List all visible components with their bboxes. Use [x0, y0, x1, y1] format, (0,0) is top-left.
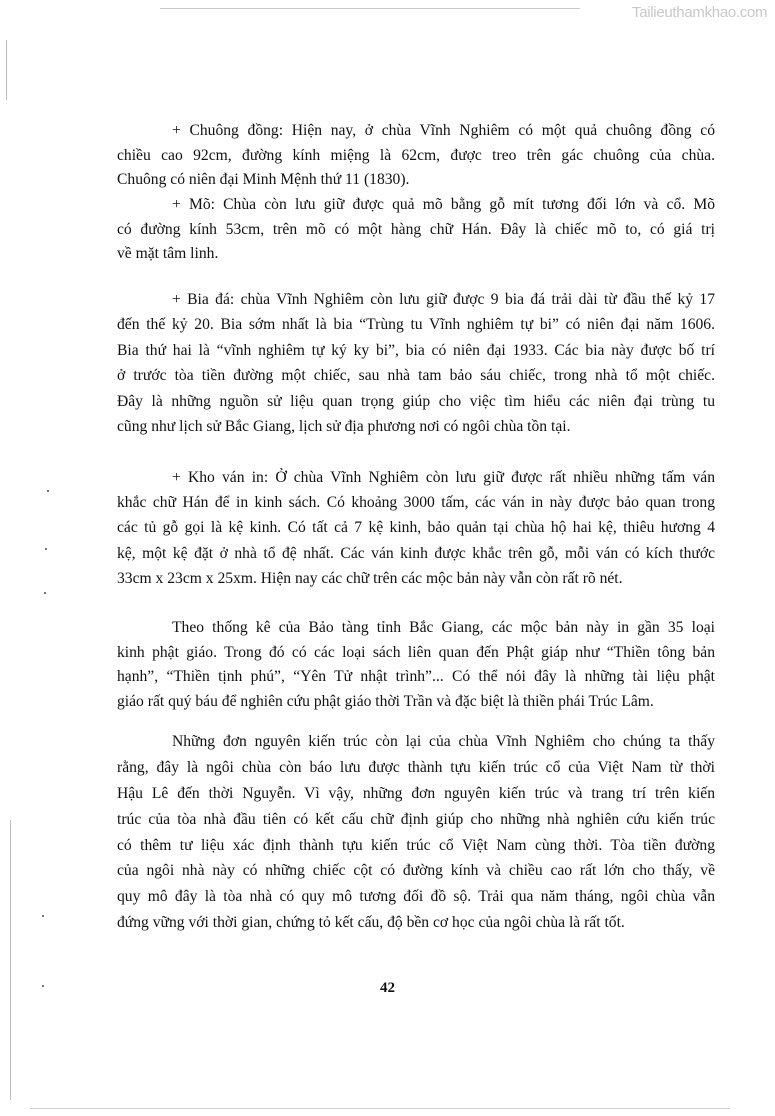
text-line: ở trước tòa tiền đường một chiếc, sau nhà tam bảo sáu chiếc, trong nhà tổ một chiếc.: [117, 367, 715, 385]
paragraph: [117, 729, 715, 936]
text-line: Đây là những nguồn sử liệu quan trọng giúp cho việc tìm hiểu các niên đại trùng tu: [117, 392, 715, 410]
text-line: rằng, đây là ngôi chùa còn báo lưu được thành tựu kiến trúc cổ của Việt Nam từ thời: [117, 758, 715, 776]
text-line: Hậu Lê đến thời Nguyễn. Vì vậy, những đơn nguyên kiến trúc và trang trí trên kiến: [117, 784, 715, 802]
paragraph: [117, 287, 715, 439]
text-line: + Kho ván in: Ở chùa Vĩnh Nghiêm còn lưu giữ được rất nhiều những tấm ván: [172, 469, 715, 486]
scan-bottom-noise: [30, 1108, 730, 1109]
scan-top-noise: [160, 8, 580, 9]
text-line: Bia thứ hai là “vĩnh nghiêm tự ký ky bi”, bia có niên đại 1933. Các bia này được bố trí: [117, 341, 715, 359]
text-line: quy mô đây là tòa nhà có quy mô tương đối đồ sộ. Trải qua năm tháng, ngôi chùa vẫn: [117, 888, 715, 906]
scan-edge-mark: [6, 40, 7, 100]
text-line: Chuông có niên đại Minh Mệnh thứ 11 (1830).: [117, 171, 410, 189]
text-line: + Mõ: Chùa còn lưu giữ được quả mõ bằng gỗ mít tương đối lớn và cổ. Mõ: [172, 196, 715, 213]
text-line: đến thế kỷ 20. Bia sớm nhất là bia “Trùng tu Vĩnh nghiêm tự bi” có niên đại năm 1606.: [117, 316, 715, 334]
text-line: chiều cao 92cm, đường kính miệng là 62cm, được treo trên gác chuông của chùa.: [117, 146, 715, 164]
scan-dot: [44, 592, 46, 594]
watermark: Tailieuthamkhao.com: [632, 4, 768, 21]
scan-dot: [47, 490, 49, 492]
text-line: kinh phật giáo. Trong đó có các loại sách liên quan đến Phật giáp như “Thiền tông bản: [117, 643, 715, 661]
text-line: khắc chữ Hán để in kinh sách. Có khoảng 3000 tấm, các ván in này được bảo quan trong: [117, 494, 715, 512]
scan-dot: [42, 915, 44, 917]
text-line: Theo thống kê của Bảo tàng tỉnh Bắc Giang, các mộc bản này in gần 35 loại: [172, 619, 715, 636]
page-number: 42: [380, 980, 395, 996]
paragraph: [117, 465, 715, 591]
paragraph: [117, 119, 715, 193]
text-line: trúc của tòa nhà đầu tiên có kết cấu chữ định giúp cho những nhà nghiên cứu kiến trúc: [117, 810, 715, 828]
text-line: + Bia đá: chùa Vĩnh Nghiêm còn lưu giữ được 9 bia đá trải dài từ đầu thế kỷ 17: [172, 291, 715, 308]
text-line: đứng vững với thời gian, chứng tỏ kết cấu, độ bền cơ học của ngôi chùa là rất tốt.: [117, 914, 625, 932]
text-line: Những đơn nguyên kiến trúc còn lại của chùa Vĩnh Nghiêm cho chúng ta thấy: [172, 733, 715, 750]
scan-dot: [45, 548, 47, 550]
text-line: về mặt tâm linh.: [117, 245, 219, 263]
text-line: + Chuông đồng: Hiện nay, ở chùa Vĩnh Nghiêm có một quả chuông đồng có: [172, 122, 715, 139]
text-line: có đường kính 53cm, trên mõ có một hàng chữ Hán. Đây là chiếc mõ to, có giá trị: [117, 220, 715, 238]
text-line: các tủ gỗ gọi là kệ kinh. Có tất cả 7 kệ kinh, bảo quản tại chùa hộ hai kệ, thiêu hương 4: [117, 519, 715, 537]
text-line: có thêm tư liệu xác định thành tựu kiến trúc cổ Việt Nam cùng thời. Tòa tiền đường: [117, 836, 715, 854]
text-line: giáo rất quý báu để nghiên cứu phật giáo thời Trần và đặc biệt là thiền phái Trúc Lâm.: [117, 692, 654, 710]
scan-edge-mark: [10, 820, 11, 1100]
text-line: hạnh”, “Thiền tịnh phú”, “Yên Tử nhật trình”... Có thể nói đây là những tài liệu phật: [117, 668, 715, 685]
paragraph: [117, 616, 715, 714]
paragraph: [117, 193, 715, 267]
text-line: cũng như lịch sử Bắc Giang, lịch sử địa phương nơi có ngôi chùa tồn tại.: [117, 417, 571, 435]
text-line: 33cm x 23cm x 25xm. Hiện nay các chữ trên các mộc bản này vẫn còn rất rõ nét.: [117, 569, 623, 587]
text-line: của ngôi nhà này có những chiếc cột có đường kính và chiều cao rất lớn cho thấy, về: [117, 862, 715, 880]
text-line: kệ, một kệ đặt ở nhà tổ đệ nhất. Các ván kinh được khắc trên gỗ, mỗi ván có kích thước: [117, 544, 715, 562]
